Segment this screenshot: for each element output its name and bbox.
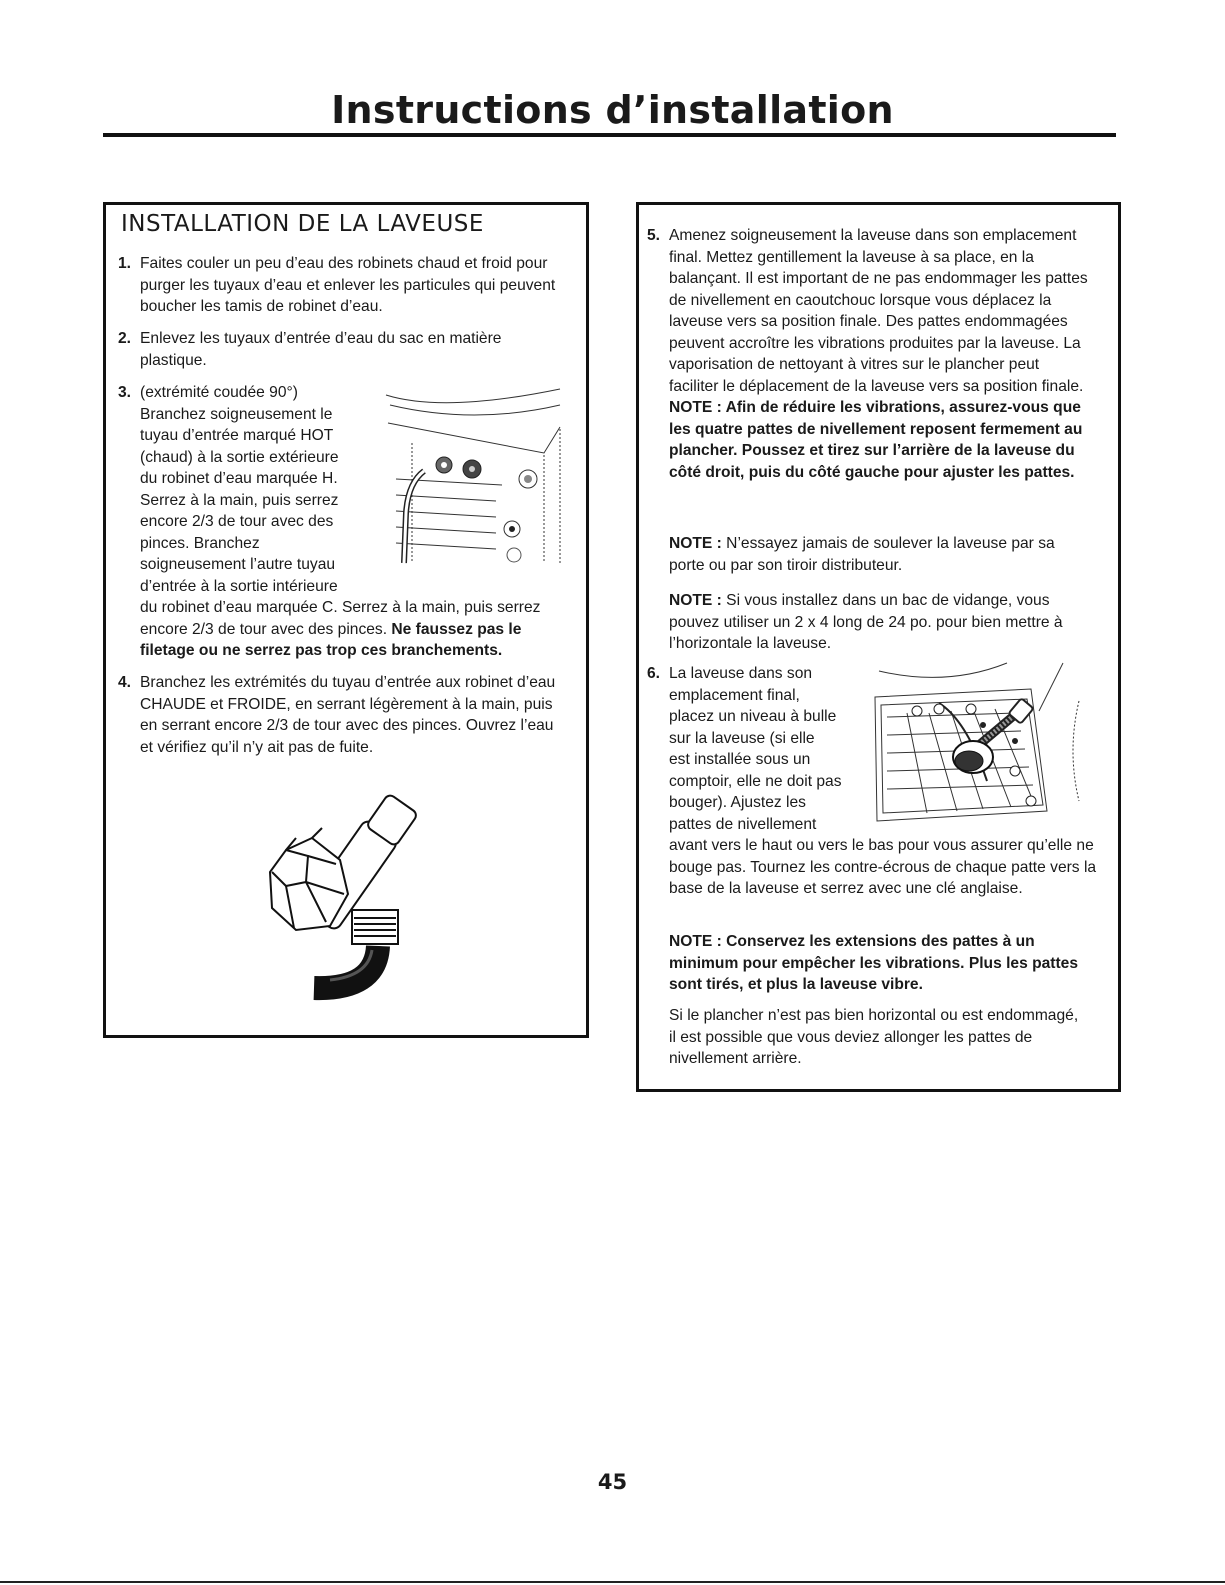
step-text: Branchez les extrémités du tuyau d’entrée aux robinet d’eau CHAUDE et FROIDE, en serrant légèrement à la main, puis en serrant encore 2/3 de tour avec des pinces. Ouvrez l’eau et vérifiez qu’il n’y ait pas de fuite.: [140, 674, 556, 756]
step-number: 5.: [647, 227, 661, 244]
step-line: Branchez soigneusement le: [140, 405, 333, 423]
page-number: 45: [597, 1470, 628, 1494]
step-text-regular: du robinet d’eau marquée C. Serrez à la main, puis serrez encore 2/3 de tour avec des pinces.: [140, 599, 541, 638]
step-text: avant vers le haut ou vers le bas pour vous assurer qu’elle ne bouge pas. Tournez les contre-écrous de chaque patte vers la base de la laveuse et serrez avec une clé anglaise.: [669, 837, 1097, 897]
step-line: La laveuse dans son: [669, 665, 813, 682]
step-text: Enlevez les tuyaux d’entrée d’eau du sac en matière plastique.: [140, 330, 502, 369]
note-leg-extension: NOTE : Conservez les extensions des pattes à un minimum pour empêcher les vibrations. Plus les pattes sont tirés, et plus la laveuse vibre.: [669, 933, 1079, 993]
closing-paragraph: Si le plancher n’est pas bien horizontal ou est endommagé, il est possible que vous deviez allonger les pattes de nivellement arrière.: [669, 1007, 1079, 1067]
step-line: tuyau d’entrée marqué HOT: [140, 427, 334, 444]
step-line: est installée sous un: [669, 751, 811, 768]
note-text: N’essayez jamais de soulever la laveuse par sa porte ou par son tiroir distributeur.: [669, 535, 1055, 574]
step-line: sur la laveuse (si elle: [669, 729, 815, 747]
step-number: 6.: [647, 665, 661, 682]
note-label: NOTE :: [669, 592, 722, 609]
step-number: 1.: [118, 255, 132, 272]
note-label: NOTE :: [669, 535, 722, 552]
step-line: d’entrée à la sortie intérieure: [140, 577, 338, 595]
step-text: Amenez soigneusement la laveuse dans son emplacement final. Mettez gentillement la laveuse à sa place, en la balançant. Il est important de ne pas endommager les pattes de nivellement en caoutchouc lorsque vous déplacez la laveuse vers sa position finale. Des pattes endommagées peuvent accroître les vibrations produites par la laveuse. La vaporisation de nettoyant à vitres sur le plancher peut faciliter le déplacement de la laveuse vers sa position finale.: [669, 227, 1088, 395]
leveling-instructions-panel: [636, 202, 1121, 1092]
step-2: [118, 328, 560, 371]
page-bottom-border: [0, 1581, 1225, 1583]
faucet-connection-illustration: [384, 383, 566, 571]
note-text: Si vous installez dans un bac de vidange, vous pouvez utiliser un 2 x 4 long de 24 po. pour bien mettre à l’horizontale la laveuse.: [669, 592, 1063, 652]
washer-installation-panel: [103, 202, 589, 1038]
step-number: 3.: [118, 384, 132, 401]
step-number: 4.: [118, 674, 132, 691]
leveling-leg-illustration: [867, 661, 1089, 841]
step-line: (extrémité coudée 90°): [140, 384, 298, 401]
step-number: 2.: [118, 330, 132, 347]
step-note: NOTE : Afin de réduire les vibrations, assurez-vous que les quatre pattes de nivellement reposent fermement au plancher. Poussez et tirez sur l’arrière de la laveuse du côté droit, puis du côté gauche pour ajuster les pattes.: [669, 399, 1083, 481]
title-divider: [103, 133, 1116, 137]
step-warning: Ne faussez pas le filetage ou ne serrez pas trop ces branchements.: [140, 620, 522, 659]
water-faucet-illustration: [256, 790, 436, 1005]
step-line: du robinet d’eau marquée H.: [140, 470, 338, 487]
note-drain-pan: [669, 590, 1079, 655]
step-5: [647, 225, 1089, 483]
step-line: comptoir, elle ne doit pas: [669, 772, 842, 790]
step-1: [118, 253, 560, 318]
step-line: placez un niveau à bulle: [669, 708, 837, 725]
step-line: (chaud) à la sortie extérieure: [140, 448, 339, 466]
page-title: Instructions d’installation: [331, 88, 894, 132]
step-4: [118, 672, 560, 758]
step-line: emplacement final,: [669, 686, 800, 704]
step-line: encore 2/3 de tour avec des: [140, 513, 334, 530]
note-lifting: [669, 533, 1089, 576]
step-line: bouger). Ajustez les: [669, 794, 806, 811]
step-line: soigneusement l’autre tuyau: [140, 556, 336, 573]
section-heading: INSTALLATION DE LA LAVEUSE: [121, 211, 484, 237]
step-line: pinces. Branchez: [140, 534, 260, 552]
step-text: Faites couler un peu d’eau des robinets chaud et froid pour purger les tuyaux d’eau et enlever les particules qui peuvent boucher les tamis de robinet d’eau.: [140, 255, 556, 315]
step-text: [140, 597, 565, 662]
step-line: Serrez à la main, puis serrez: [140, 491, 339, 509]
step-line: pattes de nivellement: [669, 815, 817, 833]
